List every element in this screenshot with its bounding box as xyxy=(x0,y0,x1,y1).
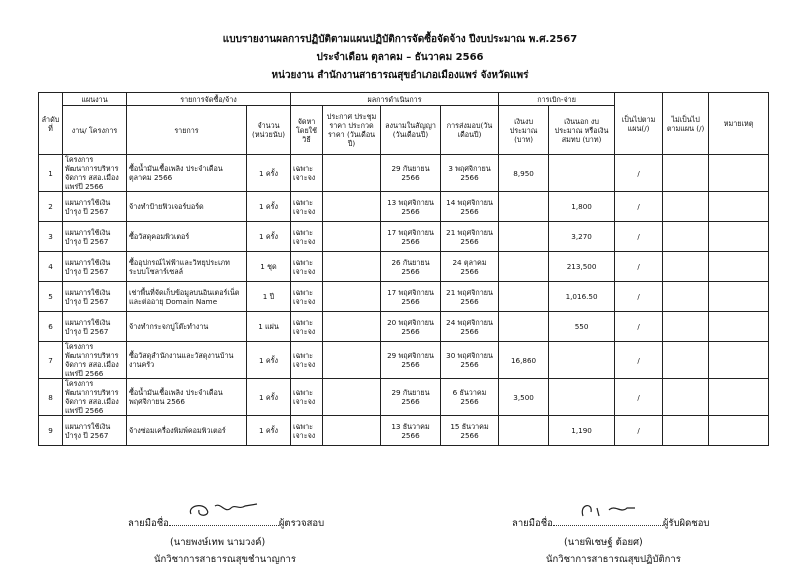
cell-announce xyxy=(323,155,381,192)
cell-project: แผนการใช้เงินบำรุง ปี 2567 xyxy=(63,252,127,282)
cell-item: ซื้ออุปกรณ์ไฟฟ้าและวิทยุประเภทระบบโซลาร์เซลล์ xyxy=(127,252,247,282)
table-row xyxy=(39,379,769,416)
signer-name-left: (นายพงษ์เทพ นามวงค์) xyxy=(170,537,266,548)
cell-announce xyxy=(323,192,381,222)
cell-item: จ้างซ่อมเครื่องพิมพ์คอมพิวเตอร์ xyxy=(127,416,247,446)
cell-remark xyxy=(709,155,769,192)
cell-no: 9 xyxy=(39,416,63,446)
col-announce-header: ประกาศ ประชุมราคา ประกวดราคา (วันเดือนปี) xyxy=(323,106,381,155)
cell-remark xyxy=(709,282,769,312)
cell-project: โครงการพัฒนาการบริหารจัดการ สสอ.เมืองแพร่ปี 2566 xyxy=(63,379,127,416)
table-row xyxy=(39,192,769,222)
plan-group-header: แผนงาน xyxy=(63,93,127,106)
cell-offbudget: 1,190 xyxy=(549,416,615,446)
cell-asplan: / xyxy=(615,379,663,416)
report-title: แบบรายงานผลการปฏิบัติตามแผนปฏิบัติการจัดซื้อจัดจ้าง ปีงบประมาณ พ.ศ.2567 xyxy=(222,34,578,45)
col-offbudget-header: เงินนอก งบประมาณ หรือเงินสมทบ (บาท) xyxy=(549,106,615,155)
cell-asplan: / xyxy=(615,222,663,252)
signature-line-right xyxy=(553,514,663,526)
cell-offbudget: 1,016.50 xyxy=(549,282,615,312)
cell-no: 4 xyxy=(39,252,63,282)
cell-notplan xyxy=(663,252,709,282)
cell-qty: 1 แผ่น xyxy=(247,312,291,342)
cell-budget xyxy=(499,222,549,252)
col-qty-header: จำนวน (หน่วยนับ) xyxy=(247,106,291,155)
cell-method: เฉพาะเจาะจง xyxy=(291,342,323,379)
cell-contract: 20 พฤศจิกายน 2566 xyxy=(381,312,441,342)
cell-method: เฉพาะเจาะจง xyxy=(291,222,323,252)
cell-asplan: / xyxy=(615,192,663,222)
signer-position-right: นักวิชาการสาธารณสุขปฏิบัติการ xyxy=(546,554,681,565)
signature-label-left: ลายมือชื่อ xyxy=(128,518,169,529)
cell-method: เฉพาะเจาะจง xyxy=(291,379,323,416)
cell-no: 2 xyxy=(39,192,63,222)
cell-project: โครงการพัฒนาการบริหารจัดการ สสอ.เมืองแพร่ปี 2566 xyxy=(63,155,127,192)
cell-remark xyxy=(709,379,769,416)
signature-line-left xyxy=(169,514,279,526)
cell-announce xyxy=(323,222,381,252)
table-row xyxy=(39,252,769,282)
cell-delivery: 15 ธันวาคม 2566 xyxy=(441,416,499,446)
handwritten-signature-right xyxy=(569,500,649,520)
col-item-header: รายการ xyxy=(127,106,247,155)
cell-item: ซื้อวัสดุสำนักงานและวัสดุงานบ้านงานครัว xyxy=(127,342,247,379)
cell-project: แผนการใช้เงินบำรุง ปี 2567 xyxy=(63,312,127,342)
disbursement-group-header: การเบิก-จ่าย xyxy=(499,93,615,106)
cell-announce xyxy=(323,312,381,342)
cell-item: เช่าพื้นที่จัดเก็บข้อมูลบนอินเตอร์เน็ต และต่ออายุ Domain Name xyxy=(127,282,247,312)
cell-qty: 1 ครั้ง xyxy=(247,192,291,222)
cell-offbudget: 213,500 xyxy=(549,252,615,282)
cell-remark xyxy=(709,252,769,282)
cell-budget: 16,860 xyxy=(499,342,549,379)
cell-budget: 8,950 xyxy=(499,155,549,192)
table-row xyxy=(39,312,769,342)
signer-name-right: (นายพิเชษฐ์ ต้อยศ) xyxy=(564,537,643,548)
cell-qty: 1 ครั้ง xyxy=(247,342,291,379)
cell-no: 8 xyxy=(39,379,63,416)
cell-notplan xyxy=(663,416,709,446)
cell-contract: 17 พฤศจิกายน 2566 xyxy=(381,222,441,252)
signature-block-right xyxy=(512,514,752,566)
cell-announce xyxy=(323,342,381,379)
cell-asplan: / xyxy=(615,282,663,312)
cell-qty: 1 ปี xyxy=(247,282,291,312)
cell-contract: 26 กันยายน 2566 xyxy=(381,252,441,282)
cell-delivery: 3 พฤศจิกายน 2566 xyxy=(441,155,499,192)
cell-notplan xyxy=(663,222,709,252)
cell-notplan xyxy=(663,342,709,379)
cell-remark xyxy=(709,312,769,342)
col-project-header: งาน/ โครงการ xyxy=(63,106,127,155)
cell-contract: 13 พฤศจิกายน 2566 xyxy=(381,192,441,222)
signature-role-right: ผู้รับผิดชอบ xyxy=(662,518,710,529)
cell-asplan: / xyxy=(615,312,663,342)
operation-group-header: ผลการดำเนินการ xyxy=(291,93,499,106)
cell-item: ซื้อน้ำมันเชื้อเพลิง ประจำเดือนตุลาคม 2566 xyxy=(127,155,247,192)
cell-method: เฉพาะเจาะจง xyxy=(291,312,323,342)
cell-offbudget: 3,270 xyxy=(549,222,615,252)
cell-budget xyxy=(499,312,549,342)
table-row xyxy=(39,342,769,379)
cell-notplan xyxy=(663,155,709,192)
cell-budget xyxy=(499,282,549,312)
cell-project: แผนการใช้เงินบำรุง ปี 2567 xyxy=(63,282,127,312)
col-asplan-header: เป็นไปตาม แผน(/) xyxy=(615,93,663,155)
cell-project: โครงการพัฒนาการบริหารจัดการ สสอ.เมืองแพร่ปี 2566 xyxy=(63,342,127,379)
signature-block-left xyxy=(128,514,358,566)
cell-delivery: 30 พฤศจิกายน 2566 xyxy=(441,342,499,379)
cell-budget xyxy=(499,416,549,446)
cell-delivery: 21 พฤศจิกายน 2566 xyxy=(441,222,499,252)
col-remark-header: หมายเหตุ xyxy=(709,93,769,155)
cell-method: เฉพาะเจาะจง xyxy=(291,282,323,312)
cell-notplan xyxy=(663,282,709,312)
signer-position-left: นักวิชาการสาธารณสุขชำนาญการ xyxy=(154,554,296,565)
signature-role-left: ผู้ตรวจสอบ xyxy=(278,518,325,529)
cell-asplan: / xyxy=(615,252,663,282)
cell-qty: 1 ครั้ง xyxy=(247,155,291,192)
cell-contract: 13 ธันวาคม 2566 xyxy=(381,416,441,446)
cell-delivery: 24 ตุลาคม 2566 xyxy=(441,252,499,282)
cell-offbudget: 550 xyxy=(549,312,615,342)
cell-contract: 29 กันยายน 2566 xyxy=(381,379,441,416)
table-row xyxy=(39,282,769,312)
cell-method: เฉพาะเจาะจง xyxy=(291,416,323,446)
cell-method: เฉพาะเจาะจง xyxy=(291,252,323,282)
col-contract-header: ลงนามในสัญญา (วันเดือนปี) xyxy=(381,106,441,155)
cell-announce xyxy=(323,379,381,416)
cell-budget xyxy=(499,192,549,222)
table-row xyxy=(39,416,769,446)
cell-remark xyxy=(709,222,769,252)
cell-qty: 1 ชุด xyxy=(247,252,291,282)
col-no-header: ลำดับที่ xyxy=(39,93,63,155)
procurement-group-header: รายการจัดซื้อ/จ้าง xyxy=(127,93,291,106)
cell-announce xyxy=(323,416,381,446)
cell-contract: 17 พฤศจิกายน 2566 xyxy=(381,282,441,312)
handwritten-signature-left xyxy=(185,500,265,520)
cell-notplan xyxy=(663,379,709,416)
cell-method: เฉพาะเจาะจง xyxy=(291,155,323,192)
cell-remark xyxy=(709,342,769,379)
cell-contract: 29 กันยายน 2566 xyxy=(381,155,441,192)
cell-delivery: 6 ธันวาคม 2566 xyxy=(441,379,499,416)
cell-budget xyxy=(499,252,549,282)
report-agency: หน่วยงาน สำนักงานสาธารณสุขอำเภอเมืองแพร่ จังหวัดแพร่ xyxy=(271,70,529,81)
cell-asplan: / xyxy=(615,416,663,446)
col-budget-header: เงินงบประมาณ (บาท) xyxy=(499,106,549,155)
cell-no: 1 xyxy=(39,155,63,192)
cell-no: 5 xyxy=(39,282,63,312)
cell-offbudget xyxy=(549,342,615,379)
cell-budget: 3,500 xyxy=(499,379,549,416)
cell-offbudget xyxy=(549,379,615,416)
cell-delivery: 14 พฤศจิกายน 2566 xyxy=(441,192,499,222)
col-method-header: จัดหา โดยใช้ วิธี xyxy=(291,106,323,155)
cell-project: แผนการใช้เงินบำรุง ปี 2567 xyxy=(63,222,127,252)
cell-no: 6 xyxy=(39,312,63,342)
cell-method: เฉพาะเจาะจง xyxy=(291,192,323,222)
cell-delivery: 24 พฤศจิกายน 2566 xyxy=(441,312,499,342)
cell-announce xyxy=(323,252,381,282)
signature-label-right: ลายมือชื่อ xyxy=(512,518,553,529)
procurement-report-table xyxy=(38,92,769,446)
cell-announce xyxy=(323,282,381,312)
cell-notplan xyxy=(663,312,709,342)
cell-item: จ้างทำป้ายฟิวเจอร์บอร์ด xyxy=(127,192,247,222)
table-row xyxy=(39,222,769,252)
cell-asplan: / xyxy=(615,342,663,379)
cell-item: จ้างทำกระจกปูโต๊ะทำงาน xyxy=(127,312,247,342)
cell-no: 7 xyxy=(39,342,63,379)
cell-offbudget xyxy=(549,155,615,192)
cell-remark xyxy=(709,192,769,222)
cell-qty: 1 ครั้ง xyxy=(247,379,291,416)
cell-qty: 1 ครั้ง xyxy=(247,416,291,446)
cell-notplan xyxy=(663,192,709,222)
cell-item: ซื้อวัสดุคอมพิวเตอร์ xyxy=(127,222,247,252)
table-row xyxy=(39,155,769,192)
col-delivery-header: การส่งมอบ(วัน เดือนปี) xyxy=(441,106,499,155)
cell-item: ซื้อน้ำมันเชื้อเพลิง ประจำเดือนพฤศจิกายน 2566 xyxy=(127,379,247,416)
cell-remark xyxy=(709,416,769,446)
col-notplan-header: ไม่เป็นไป ตามแผน (/) xyxy=(663,93,709,155)
report-period: ประจำเดือน ตุลาคม – ธันวาคม 2566 xyxy=(316,52,484,63)
cell-contract: 29 พฤศจิกายน 2566 xyxy=(381,342,441,379)
cell-asplan: / xyxy=(615,155,663,192)
cell-qty: 1 ครั้ง xyxy=(247,222,291,252)
cell-project: แผนการใช้เงินบำรุง ปี 2567 xyxy=(63,192,127,222)
cell-delivery: 21 พฤศจิกายน 2566 xyxy=(441,282,499,312)
cell-project: แผนการใช้เงินบำรุง ปี 2567 xyxy=(63,416,127,446)
cell-offbudget: 1,800 xyxy=(549,192,615,222)
cell-no: 3 xyxy=(39,222,63,252)
